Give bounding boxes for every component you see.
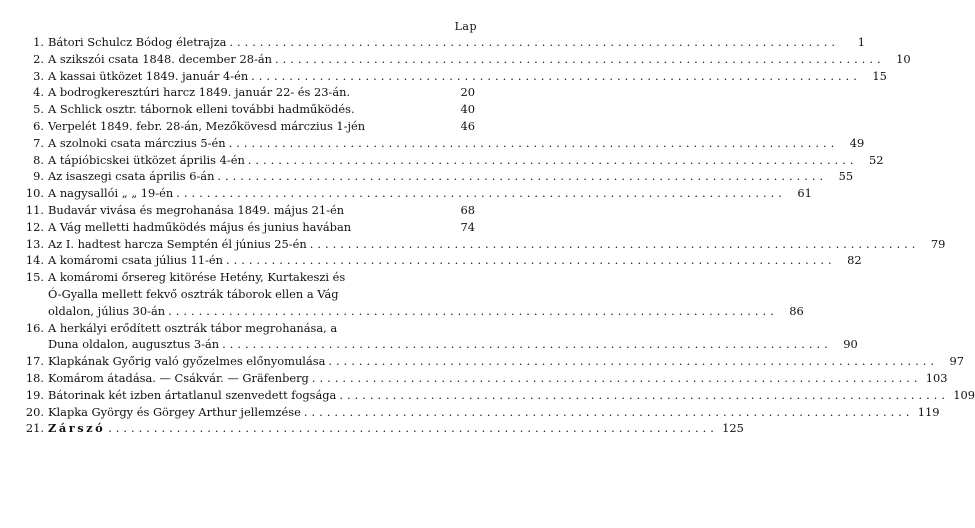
toc-entry: [22, 101, 475, 118]
toc-entry: [22, 387, 975, 404]
entry-number: 12.: [25, 219, 44, 234]
entry-number: 13.: [25, 236, 44, 251]
leader-dots: ................................................................................: [328, 354, 939, 369]
toc-entry: [22, 370, 948, 387]
entry-page-number: 40: [460, 102, 475, 117]
entry-page-number: 90: [843, 337, 858, 352]
entry-page-number: 10: [896, 51, 911, 66]
entry-title: A szolnoki csata márczius 5-én: [48, 135, 226, 150]
entry-number: 21.: [25, 421, 44, 436]
entry-title: A bodrogkeresztúri harcz 1849. január 22- és 23-án.: [48, 85, 351, 100]
leader-dots: ................................................................................: [303, 404, 914, 419]
entry-title: Klapkának Győrig való győzelmes előnyomulása: [48, 354, 326, 369]
toc-entry: [22, 84, 475, 101]
entry-page-number: 74: [460, 219, 475, 234]
entry-number: 4.: [33, 85, 44, 100]
entry-page-number: 1: [857, 35, 866, 49]
entry-title: Komárom átadása. — Csákvár. — Gräfenberg: [48, 370, 309, 385]
entry-number: 3.: [33, 68, 44, 83]
entry-page-number: 97: [949, 354, 965, 369]
leader-dots: ................................................................................: [251, 68, 861, 83]
entry-number: 17.: [25, 354, 44, 369]
toc-entry: [22, 202, 475, 219]
entry-number: 15.: [25, 270, 44, 285]
entry-title: Bátorinak két izben ártatlanul szenvedett fogsága: [48, 387, 337, 402]
entry-title: A tápióbicskei ütközet április 4-én: [48, 152, 245, 167]
leader-dots: ................................................................................: [229, 35, 840, 49]
entry-title: A nagysallói „ „ 19-én: [48, 186, 174, 201]
entry-number: 20.: [25, 404, 44, 419]
table-of-contents: [22, 34, 975, 437]
entry-title: Duna oldalon, augusztus 3-án: [48, 337, 220, 352]
entry-page-number: 125: [722, 421, 744, 436]
toc-entry: [22, 420, 744, 437]
entry-page-number: 86: [789, 303, 804, 318]
entry-page-number: 103: [925, 370, 948, 385]
toc-entry: [22, 404, 940, 421]
leader-dots: ................................................................................: [225, 253, 836, 268]
entry-title: Klapka György és Görgey Arthur jellemzése: [48, 404, 301, 419]
toc-entry: [22, 252, 862, 269]
entry-number: 14.: [25, 253, 44, 268]
toc-entry: [22, 236, 946, 253]
toc-entry: [22, 135, 865, 152]
entry-page-number: 79: [930, 236, 946, 251]
entry-number: 8.: [33, 152, 44, 167]
toc-entry: [22, 152, 884, 169]
entry-number: 1.: [33, 35, 44, 49]
leader-dots: ................................................................................: [176, 186, 786, 201]
entry-page-number: 46: [460, 118, 475, 133]
entry-number: 2.: [33, 51, 44, 66]
entry-page-number: 55: [838, 169, 854, 184]
entry-title: A kassai ütközet 1849. január 4-én: [48, 68, 249, 83]
entry-number: 9.: [33, 169, 44, 184]
toc-entry: [22, 34, 866, 51]
entry-title: Az isaszegi csata április 6-án: [48, 169, 215, 184]
leader-dots: ................................................................................: [217, 169, 828, 184]
entry-number: 5.: [33, 102, 44, 117]
toc-entry: [22, 185, 812, 202]
entry-title: Verpelét 1849. febr. 28-án, Mezőkövesd márczius 1-jén: [48, 118, 366, 133]
toc-entry: [22, 51, 911, 68]
entry-title: oldalon, július 30-án: [48, 303, 166, 318]
entry-title: Zárszó: [48, 421, 106, 436]
toc-entry: [22, 219, 475, 236]
entry-title: Budavár vivása és megrohanása 1849. május 21-én: [48, 202, 345, 217]
entry-page-number: 49: [849, 135, 865, 150]
entry-number: 11.: [25, 202, 44, 217]
toc-entry: [22, 353, 965, 370]
entry-title: A Schlick osztr. tábornok elleni további hadműködés.: [48, 102, 355, 117]
entry-page-number: 68: [460, 202, 475, 217]
toc-entry: [22, 168, 854, 185]
leader-dots: ................................................................................: [247, 152, 858, 167]
toc-entry: [22, 68, 887, 85]
toc-entry: [22, 118, 475, 135]
entry-page-number: 82: [847, 253, 862, 268]
entry-page-number: 119: [917, 404, 940, 419]
entry-title: A Vág melletti hadműködés május és junius havában: [48, 219, 352, 234]
entry-title: A herkályi erődített osztrák tábor megrohanása, a: [48, 320, 338, 335]
entry-title: A komáromi csata július 11-én: [48, 253, 223, 268]
leader-dots: ................................................................................: [108, 421, 718, 436]
page-column-header: Lap: [454, 20, 477, 33]
entry-number: 6.: [33, 118, 44, 133]
leader-dots: ................................................................................: [339, 387, 950, 402]
entry-number: 10.: [25, 186, 44, 201]
entry-number: 16.: [25, 320, 44, 335]
entry-title: A szikszói csata 1848. december 28-án: [48, 51, 272, 66]
toc-entry: [22, 269, 804, 319]
toc-entry: [22, 320, 858, 354]
leader-dots: ................................................................................: [309, 236, 920, 251]
leader-dots: ................................................................................: [274, 51, 885, 66]
leader-dots: ................................................................................: [311, 370, 922, 385]
entry-page-number: 109: [953, 387, 975, 402]
entry-title: Az I. hadtest harcza Semptén él június 25-én: [48, 236, 307, 251]
entry-number: 7.: [33, 135, 44, 150]
entry-page-number: 61: [797, 186, 812, 201]
entry-number: 18.: [25, 370, 44, 385]
entry-title: Bátori Schulcz Bódog életrajza: [48, 35, 227, 49]
leader-dots: ................................................................................: [168, 303, 778, 318]
leader-dots: ................................................................................: [228, 135, 839, 150]
entry-page-number: 20: [460, 85, 475, 100]
entry-number: 19.: [25, 387, 44, 402]
entry-page-number: 52: [868, 152, 884, 167]
entry-title: Ó-Gyalla mellett fekvő osztrák táborok ellen a Vág: [48, 286, 339, 301]
entry-title: A komáromi őrsereg kitörése Hetény, Kurtakeszi és: [48, 270, 346, 285]
entry-page-number: 15: [872, 68, 887, 83]
leader-dots: ................................................................................: [222, 337, 832, 352]
